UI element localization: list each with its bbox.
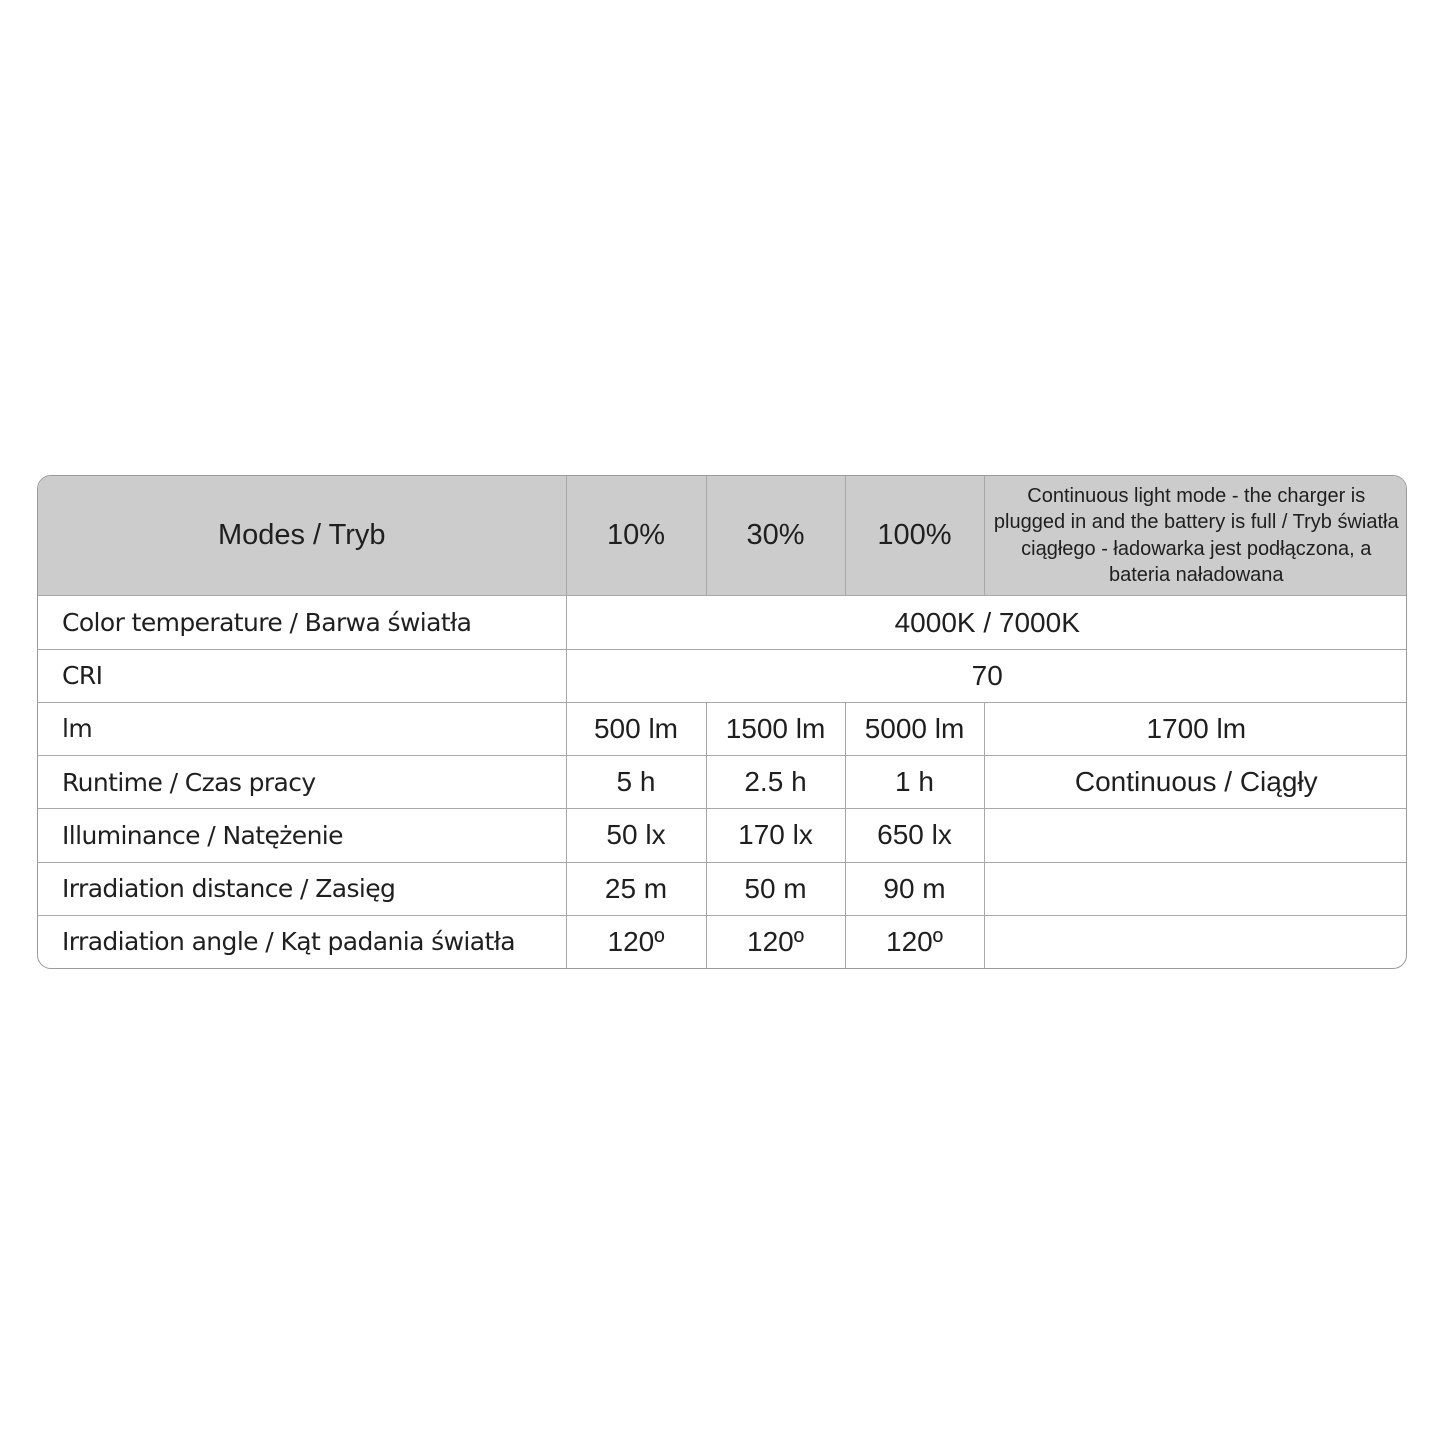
row-label: Color temperature / Barwa światła (38, 596, 566, 649)
cell-100: 90 m (845, 862, 984, 915)
cell-100: 5000 lm (845, 702, 984, 755)
cell-10: 120º (566, 915, 706, 968)
header-30-percent: 30% (706, 476, 845, 596)
cell-continuous: 1700 lm (984, 702, 1407, 755)
spec-table-container (37, 475, 1407, 969)
row-label: lm (38, 702, 566, 755)
cell-100: 650 lx (845, 809, 984, 862)
row-label: Irradiation angle / Kąt padania światła (38, 915, 566, 968)
cell-value: 4000K / 7000K (566, 596, 1407, 649)
cell-30: 120º (706, 915, 845, 968)
cell-30: 1500 lm (706, 702, 845, 755)
cell-30: 170 lx (706, 809, 845, 862)
header-modes: Modes / Tryb (38, 476, 566, 596)
row-lumens (38, 702, 1407, 755)
row-label: Illuminance / Natężenie (38, 809, 566, 862)
cell-100: 120º (845, 915, 984, 968)
row-runtime (38, 756, 1407, 809)
row-irradiation-distance (38, 862, 1407, 915)
cell-value: 70 (566, 649, 1407, 702)
cell-continuous (984, 915, 1407, 968)
row-color-temperature (38, 596, 1407, 649)
cell-continuous (984, 809, 1407, 862)
cell-10: 25 m (566, 862, 706, 915)
header-continuous-mode: Continuous light mode - the charger is plugged in and the battery is full / Tryb światła ciągłego - ładowarka jest podłączona, a bateria naładowana (984, 476, 1407, 596)
cell-100: 1 h (845, 756, 984, 809)
row-irradiation-angle (38, 915, 1407, 968)
cell-continuous (984, 862, 1407, 915)
row-label: Irradiation distance / Zasięg (38, 862, 566, 915)
row-cri (38, 649, 1407, 702)
cell-30: 2.5 h (706, 756, 845, 809)
header-100-percent: 100% (845, 476, 984, 596)
cell-continuous: Continuous / Ciągły (984, 756, 1407, 809)
row-illuminance (38, 809, 1407, 862)
cell-10: 50 lx (566, 809, 706, 862)
row-label: Runtime / Czas pracy (38, 756, 566, 809)
cell-30: 50 m (706, 862, 845, 915)
header-row (38, 476, 1407, 596)
header-10-percent: 10% (566, 476, 706, 596)
spec-table (38, 476, 1407, 968)
cell-10: 5 h (566, 756, 706, 809)
cell-10: 500 lm (566, 702, 706, 755)
row-label: CRI (38, 649, 566, 702)
